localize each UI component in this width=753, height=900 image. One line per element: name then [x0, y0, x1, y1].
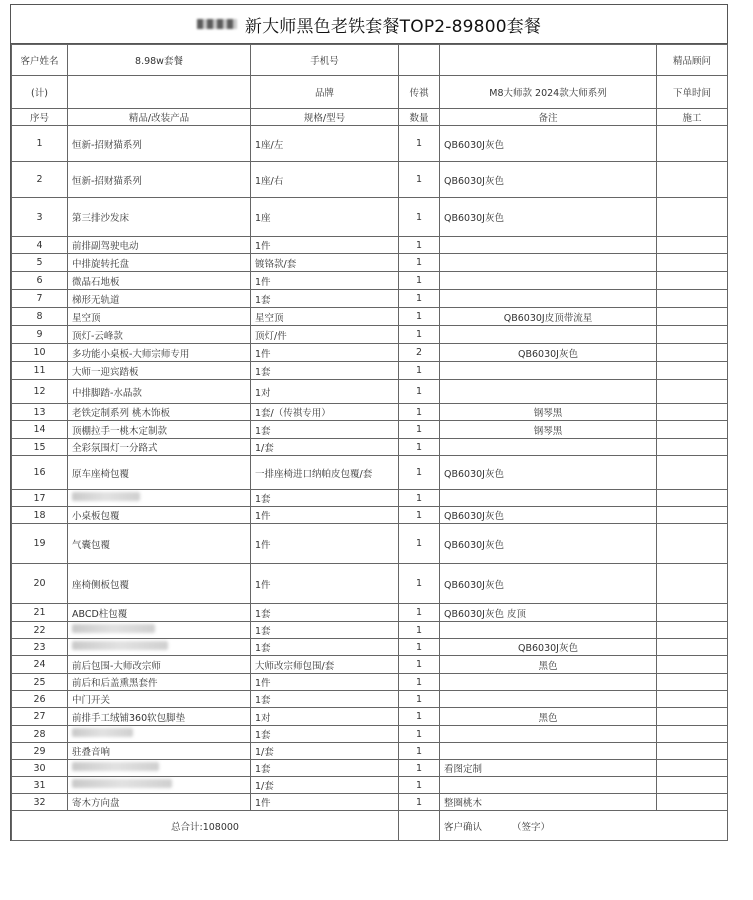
- row-work: [657, 726, 728, 743]
- row-work: [657, 564, 728, 604]
- row-note: [440, 362, 657, 380]
- table-row: [12, 656, 728, 674]
- row-qty: 1: [399, 237, 440, 254]
- header-row-brand: [12, 76, 728, 109]
- row-qty: 1: [399, 421, 440, 439]
- col-qty: 数量: [399, 109, 440, 126]
- row-spec: 1对: [251, 380, 399, 404]
- row-note: [440, 777, 657, 794]
- row-product: [68, 622, 251, 639]
- table-row: [12, 290, 728, 308]
- row-no: 3: [12, 198, 68, 237]
- row-product: 驻叠音响: [68, 743, 251, 760]
- row-note: [440, 272, 657, 290]
- row-spec: 1件: [251, 237, 399, 254]
- brand-label: 品牌: [251, 76, 399, 109]
- row-note: QB6030J灰色: [440, 639, 657, 656]
- row-no: 30: [12, 760, 68, 777]
- row-product: 恒新-招财猫系列: [68, 126, 251, 162]
- row-spec: 1件: [251, 524, 399, 564]
- row-note: [440, 622, 657, 639]
- row-no: 31: [12, 777, 68, 794]
- table-row: [12, 794, 728, 811]
- row-no: 8: [12, 308, 68, 326]
- row-product: [68, 777, 251, 794]
- row-work: [657, 404, 728, 421]
- row-no: 2: [12, 162, 68, 198]
- row-qty: 1: [399, 622, 440, 639]
- row-work: [657, 507, 728, 524]
- table-row: [12, 421, 728, 439]
- row-no: 23: [12, 639, 68, 656]
- row-no: 21: [12, 604, 68, 622]
- row-product: 多功能小桌板-大师宗师专用: [68, 344, 251, 362]
- row-no: 11: [12, 362, 68, 380]
- customer-label: 客户姓名: [12, 45, 68, 76]
- row-note: QB6030J灰色: [440, 507, 657, 524]
- table-row: [12, 604, 728, 622]
- signature-hint: （签字）: [512, 821, 551, 833]
- redacted-text: [72, 641, 168, 650]
- row-qty: 1: [399, 639, 440, 656]
- row-qty: 1: [399, 362, 440, 380]
- title-row: [11, 4, 727, 44]
- model-value: M8大师款 2024款大师系列: [440, 76, 657, 109]
- row-no: 7: [12, 290, 68, 308]
- row-note: QB6030J灰色: [440, 344, 657, 362]
- advisor-label: 精品顾问: [657, 45, 728, 76]
- row-spec: 1套: [251, 290, 399, 308]
- row-work: [657, 622, 728, 639]
- row-product: 前后包围-大师改宗师: [68, 656, 251, 674]
- row-no: 18: [12, 507, 68, 524]
- row-qty: 1: [399, 743, 440, 760]
- table-row: [12, 622, 728, 639]
- row-spec: 1套: [251, 490, 399, 507]
- row-qty: 1: [399, 439, 440, 456]
- row-qty: 1: [399, 272, 440, 290]
- row-note: [440, 254, 657, 272]
- row-spec: 大师改宗师包围/套: [251, 656, 399, 674]
- row-qty: 1: [399, 308, 440, 326]
- phone-value: [399, 45, 440, 76]
- row-product: [68, 726, 251, 743]
- row-product: [68, 760, 251, 777]
- row-qty: 1: [399, 760, 440, 777]
- row-work: [657, 272, 728, 290]
- row-product: 星空顶: [68, 308, 251, 326]
- row-product: 气囊包覆: [68, 524, 251, 564]
- row-product: 中排旋转托盘: [68, 254, 251, 272]
- row-note: 看图定制: [440, 760, 657, 777]
- sheet-title: 新大师黑色老铁套餐TOP2-89800套餐: [244, 16, 542, 37]
- table-row: [12, 344, 728, 362]
- row-no: 6: [12, 272, 68, 290]
- phone-label: 手机号: [251, 45, 399, 76]
- row-product: [68, 490, 251, 507]
- row-note: 钢琴黑: [440, 421, 657, 439]
- row-spec: 1座: [251, 198, 399, 237]
- row-no: 5: [12, 254, 68, 272]
- row-work: [657, 490, 728, 507]
- row-qty: 1: [399, 490, 440, 507]
- order-sheet: [10, 4, 728, 841]
- row-work: [657, 708, 728, 726]
- row-product: 第三排沙发床: [68, 198, 251, 237]
- col-product: 精品/改装产品: [68, 109, 251, 126]
- row-work: [657, 344, 728, 362]
- row-product: 微晶石地板: [68, 272, 251, 290]
- row-product: 顶灯-云峰款: [68, 326, 251, 344]
- table-row: [12, 507, 728, 524]
- row-no: 22: [12, 622, 68, 639]
- row-work: [657, 308, 728, 326]
- row-no: 10: [12, 344, 68, 362]
- row-work: [657, 198, 728, 237]
- row-qty: 1: [399, 708, 440, 726]
- order-time-label: 下单时间: [657, 76, 728, 109]
- row-spec: 1件: [251, 674, 399, 691]
- row-work: [657, 421, 728, 439]
- customer-confirm: [440, 811, 728, 841]
- table-row: [12, 404, 728, 421]
- row-note: QB6030J皮顶带流星: [440, 308, 657, 326]
- row-note: QB6030J灰色: [440, 564, 657, 604]
- table-row: [12, 490, 728, 507]
- table-row: [12, 760, 728, 777]
- row-qty: 1: [399, 794, 440, 811]
- row-no: 12: [12, 380, 68, 404]
- row-qty: 1: [399, 604, 440, 622]
- row-note: [440, 380, 657, 404]
- row-qty: 1: [399, 691, 440, 708]
- row-no: 9: [12, 326, 68, 344]
- table-row: [12, 237, 728, 254]
- row-note: 黑色: [440, 708, 657, 726]
- row-spec: 1/套: [251, 439, 399, 456]
- row-no: 4: [12, 237, 68, 254]
- table-row: [12, 126, 728, 162]
- row-note: [440, 326, 657, 344]
- row-product: 顶棚拉手一桃木定制款: [68, 421, 251, 439]
- row-note: [440, 237, 657, 254]
- row-no: 15: [12, 439, 68, 456]
- row-note: 整圈桃木: [440, 794, 657, 811]
- blank-cell: [440, 45, 657, 76]
- row-note: [440, 490, 657, 507]
- row-no: 13: [12, 404, 68, 421]
- total-amount: 总合计:108000: [12, 811, 399, 841]
- row-spec: 1套: [251, 421, 399, 439]
- row-work: [657, 674, 728, 691]
- row-spec: 1套: [251, 622, 399, 639]
- brand-value: 传祺: [399, 76, 440, 109]
- row-work: [657, 743, 728, 760]
- row-product: 前后和后盖熏黑套件: [68, 674, 251, 691]
- table-row: [12, 691, 728, 708]
- row-product: 中排脚踏-水晶款: [68, 380, 251, 404]
- table-row: [12, 456, 728, 490]
- redacted-mark: [197, 19, 237, 29]
- table-row: [12, 272, 728, 290]
- row-spec: 1件: [251, 344, 399, 362]
- row-product: 原车座椅包覆: [68, 456, 251, 490]
- column-header-row: [12, 109, 728, 126]
- row-work: [657, 362, 728, 380]
- row-product: 前排副驾驶电动: [68, 237, 251, 254]
- row-work: [657, 656, 728, 674]
- row-spec: 1件: [251, 794, 399, 811]
- row-work: [657, 794, 728, 811]
- row-product: 小桌板包覆: [68, 507, 251, 524]
- row-spec: 星空顶: [251, 308, 399, 326]
- row-product: 大师一迎宾踏板: [68, 362, 251, 380]
- col-no: 序号: [12, 109, 68, 126]
- row-work: [657, 326, 728, 344]
- row-spec: 1/套: [251, 743, 399, 760]
- row-qty: 1: [399, 126, 440, 162]
- row-spec: 1/套: [251, 777, 399, 794]
- row-no: 14: [12, 421, 68, 439]
- row-qty: 1: [399, 254, 440, 272]
- row-work: [657, 126, 728, 162]
- row-spec: 1对: [251, 708, 399, 726]
- row-work: [657, 237, 728, 254]
- left-label: (计): [12, 76, 68, 109]
- row-note: QB6030J灰色: [440, 198, 657, 237]
- row-spec: 1件: [251, 507, 399, 524]
- row-product: 中门开关: [68, 691, 251, 708]
- row-product: ABCD柱包覆: [68, 604, 251, 622]
- row-qty: 1: [399, 326, 440, 344]
- row-spec: 1件: [251, 272, 399, 290]
- row-no: 25: [12, 674, 68, 691]
- row-qty: 1: [399, 404, 440, 421]
- row-product: 前排手工绒铺360软包脚垫: [68, 708, 251, 726]
- row-spec: 一排座椅进口纳帕皮包覆/套: [251, 456, 399, 490]
- table-row: [12, 777, 728, 794]
- row-no: 20: [12, 564, 68, 604]
- row-work: [657, 439, 728, 456]
- row-no: 27: [12, 708, 68, 726]
- table-row: [12, 639, 728, 656]
- table-row: [12, 362, 728, 380]
- table-row: [12, 708, 728, 726]
- row-note: 黑色: [440, 656, 657, 674]
- row-qty: 1: [399, 198, 440, 237]
- row-note: [440, 439, 657, 456]
- row-spec: 1套: [251, 362, 399, 380]
- row-work: [657, 290, 728, 308]
- row-qty: 1: [399, 162, 440, 198]
- row-work: [657, 162, 728, 198]
- table-row: [12, 743, 728, 760]
- table-row: [12, 254, 728, 272]
- row-product: 恒新-招财猫系列: [68, 162, 251, 198]
- confirm-label: 客户确认: [444, 821, 483, 833]
- row-spec: 1套: [251, 760, 399, 777]
- col-note: 备注: [440, 109, 657, 126]
- row-note: QB6030J灰色: [440, 162, 657, 198]
- row-qty: 1: [399, 564, 440, 604]
- row-product: 梯形无轨道: [68, 290, 251, 308]
- row-work: [657, 604, 728, 622]
- table-row: [12, 524, 728, 564]
- row-qty: 1: [399, 656, 440, 674]
- row-spec: 1套/（传祺专用）: [251, 404, 399, 421]
- row-spec: 1套: [251, 604, 399, 622]
- order-table: [11, 44, 728, 841]
- row-note: QB6030J灰色: [440, 126, 657, 162]
- table-row: [12, 380, 728, 404]
- table-row: [12, 564, 728, 604]
- row-note: [440, 290, 657, 308]
- row-qty: 1: [399, 524, 440, 564]
- redacted-text: [72, 762, 159, 771]
- row-product: 座椅侧板包覆: [68, 564, 251, 604]
- table-row: [12, 308, 728, 326]
- row-qty: 1: [399, 290, 440, 308]
- row-note: [440, 674, 657, 691]
- row-no: 32: [12, 794, 68, 811]
- row-spec: 1件: [251, 564, 399, 604]
- redacted-text: [72, 728, 133, 737]
- row-work: [657, 456, 728, 490]
- col-work: 施工: [657, 109, 728, 126]
- row-note: [440, 691, 657, 708]
- row-spec: 镀铬款/套: [251, 254, 399, 272]
- row-note: QB6030J灰色: [440, 456, 657, 490]
- row-product: 老铁定制系列 桃木饰板: [68, 404, 251, 421]
- row-note: QB6030J灰色: [440, 524, 657, 564]
- redacted-text: [72, 779, 172, 788]
- table-row: [12, 726, 728, 743]
- row-spec: 1套: [251, 726, 399, 743]
- row-qty: 2: [399, 344, 440, 362]
- row-work: [657, 777, 728, 794]
- row-spec: 顶灯/件: [251, 326, 399, 344]
- redacted-text: [72, 492, 140, 501]
- row-qty: 1: [399, 726, 440, 743]
- row-no: 26: [12, 691, 68, 708]
- row-work: [657, 254, 728, 272]
- row-spec: 1座/左: [251, 126, 399, 162]
- row-no: 16: [12, 456, 68, 490]
- table-row: [12, 326, 728, 344]
- row-note: QB6030J灰色 皮顶: [440, 604, 657, 622]
- table-row: [12, 162, 728, 198]
- row-qty: 1: [399, 674, 440, 691]
- col-spec: 规格/型号: [251, 109, 399, 126]
- row-no: 17: [12, 490, 68, 507]
- row-work: [657, 760, 728, 777]
- row-product: 寄木方向盘: [68, 794, 251, 811]
- row-no: 1: [12, 126, 68, 162]
- redacted-text: [72, 624, 155, 633]
- table-row: [12, 674, 728, 691]
- row-spec: 1套: [251, 691, 399, 708]
- row-product: [68, 639, 251, 656]
- row-no: 19: [12, 524, 68, 564]
- row-work: [657, 691, 728, 708]
- row-no: 29: [12, 743, 68, 760]
- row-no: 24: [12, 656, 68, 674]
- row-spec: 1套: [251, 639, 399, 656]
- row-qty: 1: [399, 456, 440, 490]
- footer-row: [12, 811, 728, 841]
- row-work: [657, 639, 728, 656]
- row-work: [657, 524, 728, 564]
- header-row-customer: [12, 45, 728, 76]
- table-row: [12, 439, 728, 456]
- row-qty: 1: [399, 777, 440, 794]
- row-product: 全彩氛围灯一分路式: [68, 439, 251, 456]
- row-qty: 1: [399, 507, 440, 524]
- row-spec: 1座/右: [251, 162, 399, 198]
- row-qty: 1: [399, 380, 440, 404]
- customer-value: 8.98w套餐: [68, 45, 251, 76]
- row-work: [657, 380, 728, 404]
- blank-cell: [399, 811, 440, 841]
- row-no: 28: [12, 726, 68, 743]
- row-note: 钢琴黑: [440, 404, 657, 421]
- row-note: [440, 726, 657, 743]
- blank-cell: [68, 76, 251, 109]
- table-row: [12, 198, 728, 237]
- row-note: [440, 743, 657, 760]
